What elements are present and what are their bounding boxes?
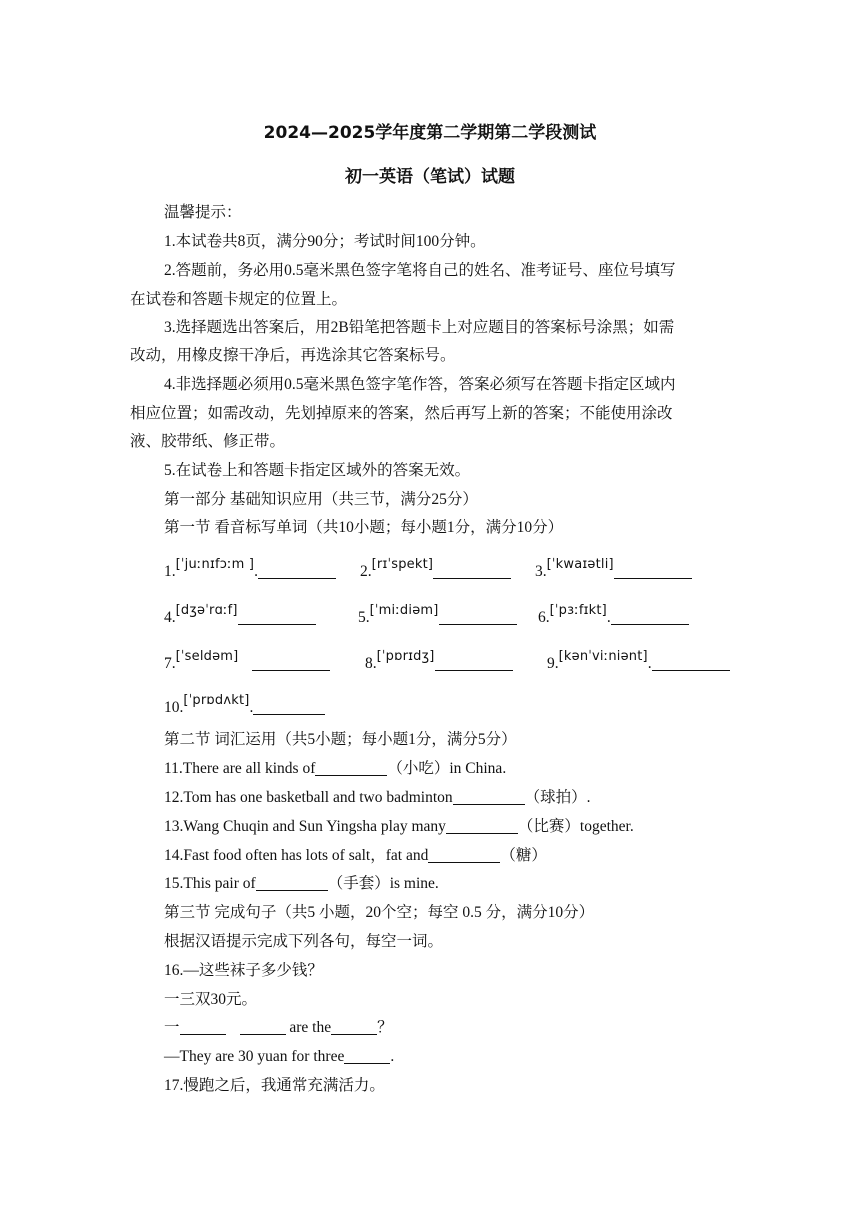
item-number: 9.: [547, 655, 559, 672]
section3-heading: 第三节 完成句子（共5 小题，20个空；每空 0.5 分，满分10分）: [164, 904, 595, 921]
item-number: 2.: [360, 563, 372, 580]
item-number: 8.: [365, 655, 377, 672]
phonetic-item: [538, 603, 689, 629]
item-number: 3.: [535, 563, 547, 580]
phonetic-symbol: [ˈpɒrɪdʒ]: [376, 649, 435, 664]
question-11: [164, 759, 506, 779]
phonetic-item: [547, 649, 730, 675]
answer-blank[interactable]: [611, 608, 689, 625]
question-mark: ？: [377, 1019, 393, 1036]
answer-blank[interactable]: [331, 1018, 377, 1035]
question-14: [164, 846, 547, 866]
question-text: —They are 30 yuan for three: [164, 1048, 345, 1065]
answer-blank[interactable]: [238, 608, 316, 625]
question-text: 15.This pair of: [164, 875, 256, 892]
phonetic-item: [365, 649, 513, 675]
answer-blank[interactable]: [439, 608, 517, 625]
question-hint: （小吃）in China.: [387, 760, 507, 777]
phonetic-symbol: [ˈseldəm]: [175, 649, 239, 664]
answer-blank[interactable]: [256, 874, 328, 891]
phonetic-symbol: [ˈprɒdʌkt]: [183, 693, 250, 708]
answer-blank[interactable]: [258, 562, 336, 579]
tip-5: 5.在试卷上和答题卡指定区域外的答案无效。: [164, 462, 471, 479]
answer-blank[interactable]: [240, 1018, 286, 1035]
question-hint: （手套）is mine.: [327, 875, 439, 892]
item-dot: .: [254, 563, 259, 580]
answer-blank[interactable]: [344, 1047, 390, 1064]
question-16-english-line-1: [164, 1018, 393, 1038]
period: .: [390, 1048, 395, 1065]
phonetic-symbol: [rɪˈspekt]: [371, 557, 434, 572]
phonetic-item: [535, 557, 692, 583]
dash: 一: [164, 1019, 180, 1036]
question-text: 11.There are all kinds of: [164, 760, 316, 777]
question-hint: （球拍）.: [524, 789, 591, 806]
question-hint: （糖）: [500, 847, 547, 864]
tip-2-line-1: 2.答题前，务必用0.5毫米黑色签字笔将自己的姓名、准考证号、座位号填写: [164, 262, 676, 279]
question-16-english-line-2: [164, 1047, 394, 1067]
phonetic-symbol: [kənˈviːniənt]: [558, 649, 648, 664]
answer-blank[interactable]: [252, 654, 330, 671]
tip-1: 1.本试卷共8页，满分90分；考试时间100分钟。: [164, 233, 486, 250]
question-15: [164, 874, 439, 894]
exam-title: 2024—2025学年度第二学期第二学段测试: [263, 123, 597, 143]
item-dot: .: [249, 699, 254, 716]
phonetic-symbol: [ˈkwaɪətli]: [546, 557, 614, 572]
item-dot: .: [606, 609, 611, 626]
answer-blank[interactable]: [433, 562, 511, 579]
item-dot: .: [647, 655, 652, 672]
question-text: 14.Fast food often has lots of salt，fat and: [164, 847, 429, 864]
question-13: [164, 817, 634, 837]
question-hint: （比赛）together.: [517, 818, 634, 835]
tip-3-line-2: 改动，用橡皮擦干净后，再选涂其它答案标号。: [130, 347, 456, 364]
section2-heading: 第二节 词汇运用（共5小题；每小题1分，满分5分）: [164, 731, 517, 748]
answer-blank[interactable]: [453, 788, 525, 805]
phonetic-symbol: [ˈmiːdiəm]: [369, 603, 439, 618]
phonetic-item: [164, 557, 336, 583]
phonetic-symbol: [ˈpɜːfɪkt]: [549, 603, 607, 618]
answer-blank[interactable]: [180, 1018, 226, 1035]
tip-4-line-3: 液、胶带纸、修正带。: [130, 433, 286, 450]
item-number: 1.: [164, 563, 176, 580]
question-text: 12.Tom has one basketball and two badminton: [164, 789, 453, 806]
tip-4-line-2: 相应位置；如需改动，先划掉原来的答案，然后再写上新的答案；不能使用涂改: [130, 405, 673, 422]
phonetic-item: [164, 603, 316, 629]
phonetic-item: [360, 557, 511, 583]
item-number: 4.: [164, 609, 176, 626]
answer-blank[interactable]: [652, 654, 730, 671]
item-number: 10.: [164, 699, 184, 716]
answer-blank[interactable]: [614, 562, 692, 579]
item-number: 6.: [538, 609, 550, 626]
answer-blank[interactable]: [253, 698, 325, 715]
phonetic-item: [164, 693, 325, 719]
answer-blank[interactable]: [315, 759, 387, 776]
tip-2-line-2: 在试卷和答题卡规定的位置上。: [130, 291, 348, 308]
tips-heading: 温馨提示：: [164, 204, 242, 221]
question-17-chinese: 17.慢跑之后，我通常充满活力。: [164, 1077, 385, 1094]
answer-blank[interactable]: [446, 817, 518, 834]
answer-blank[interactable]: [435, 654, 513, 671]
item-number: 5.: [358, 609, 370, 626]
question-16-chinese: 16.—这些袜子多少钱？: [164, 962, 323, 979]
answer-blank[interactable]: [428, 846, 500, 863]
question-12: [164, 788, 591, 808]
tip-3-line-1: 3.选择题选出答案后，用2B铅笔把答题卡上对应题目的答案标号涂黑；如需: [164, 319, 675, 336]
section1-heading: 第一节 看音标写单词（共10小题；每小题1分，满分10分）: [164, 519, 564, 536]
section3-instruction: 根据汉语提示完成下列各句，每空一词。: [164, 933, 444, 950]
phonetic-symbol: [dʒəˈrɑːf]: [175, 603, 238, 618]
question-text: 13.Wang Chuqin and Sun Yingsha play many: [164, 818, 446, 835]
phonetic-symbol: [ˈjuːnɪfɔːm ]: [175, 557, 255, 572]
question-text: are the: [289, 1019, 332, 1036]
tip-4-line-1: 4.非选择题必须用0.5毫米黑色签字笔作答，答案必须写在答题卡指定区域内: [164, 376, 676, 393]
exam-subtitle: 初一英语（笔试）试题: [345, 167, 515, 187]
item-number: 7.: [164, 655, 176, 672]
phonetic-item: [358, 603, 517, 629]
part1-heading: 第一部分 基础知识应用（共三节，满分25分）: [164, 491, 478, 508]
question-16-chinese-answer: 一三双30元。: [164, 991, 258, 1008]
phonetic-item: [164, 649, 330, 675]
